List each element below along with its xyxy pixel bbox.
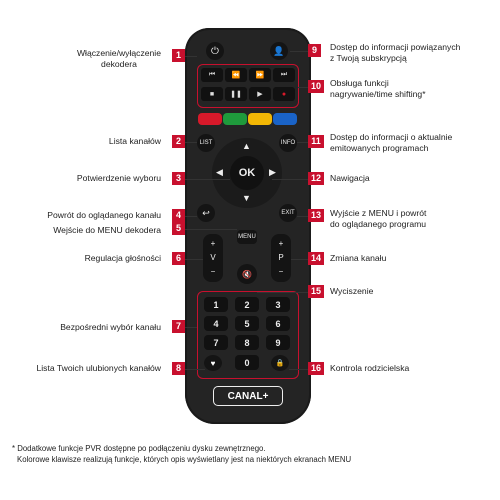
connector-7 (185, 327, 197, 328)
label-menu: Wejście do MENU dekodera (53, 225, 161, 235)
label-pvr-text: Obsługa funkcji nagrywanie/time shifting* (330, 78, 426, 99)
num-label: 3 (275, 299, 281, 310)
footnote-line-1: * Dodatkowe funkcje PVR dostępne po podłączeniu dysku zewnętrznego. (12, 444, 266, 453)
label-pvr (330, 78, 426, 100)
channel-label: P (278, 253, 284, 262)
connector-2 (185, 142, 197, 143)
badge-7: 7 (172, 320, 185, 333)
num-label: 7 (213, 337, 219, 348)
badge-8: 8 (172, 362, 185, 375)
num-8-button[interactable] (235, 335, 259, 350)
channel-down-label: − (278, 267, 284, 276)
nav-down-button[interactable]: ▼ (242, 193, 251, 203)
favorites-button[interactable]: ♥ (204, 355, 222, 371)
blue-key[interactable] (273, 113, 297, 125)
fast-forward-button[interactable]: ⏩ (249, 68, 271, 82)
label-back: Powrót do oglądanego kanału (47, 210, 161, 220)
label-exit (330, 208, 426, 230)
volume-label: V (210, 253, 216, 262)
skip-back-button[interactable]: ⏮ (201, 68, 223, 82)
num-3-button[interactable] (266, 297, 290, 312)
badge-14: 14 (308, 252, 324, 265)
label-power (77, 48, 161, 70)
connector-10 (298, 87, 308, 88)
info-button[interactable] (279, 134, 297, 152)
menu-button[interactable] (237, 230, 257, 244)
back-button[interactable]: ↩ (197, 204, 215, 222)
label-exit-text: Wyjście z MENU i powrót do oglądanego programu (330, 208, 427, 229)
label-numbers: Bezpośredni wybór kanału (60, 322, 161, 332)
parental-lock-button[interactable]: 🔒 (271, 355, 289, 371)
play-button[interactable]: ▶ (249, 87, 271, 101)
badge-6: 6 (172, 252, 185, 265)
connector-13 (297, 216, 308, 217)
connector-11 (297, 142, 308, 143)
yellow-key[interactable] (248, 113, 272, 125)
red-key[interactable] (198, 113, 222, 125)
num-label: 5 (244, 318, 250, 329)
info-label: INFO (280, 140, 296, 146)
label-info-text: Dostęp do informacji o aktualnie emitowanych programach (330, 132, 453, 153)
menu-label: MENU (238, 234, 256, 240)
num-5-button[interactable] (235, 316, 259, 331)
num-0-button[interactable] (235, 355, 259, 370)
connector-14 (291, 259, 308, 260)
nav-right-button[interactable]: ▶ (269, 167, 276, 177)
brand-logo (213, 386, 283, 406)
label-power-text: Włączenie/wyłączenie dekodera (76, 48, 161, 69)
connector-6 (185, 259, 203, 260)
brand-label: CANAL+ (227, 390, 269, 402)
record-button[interactable]: ● (273, 87, 295, 101)
ok-button[interactable] (230, 156, 264, 190)
connector-4 (185, 216, 197, 217)
nav-left-button[interactable]: ◀ (216, 167, 223, 177)
num-6-button[interactable] (266, 316, 290, 331)
badge-15: 15 (308, 285, 324, 298)
skip-forward-button[interactable]: ⏭ (273, 68, 295, 82)
num-2-button[interactable] (235, 297, 259, 312)
label-volume: Regulacja głośności (84, 253, 161, 263)
num-label: 1 (213, 299, 219, 310)
num-label: 2 (244, 299, 250, 310)
badge-5: 5 (172, 222, 185, 235)
list-label: LIST (199, 140, 213, 146)
label-info (330, 132, 452, 154)
badge-9: 9 (308, 44, 321, 57)
num-7-button[interactable] (204, 335, 228, 350)
num-1-button[interactable] (204, 297, 228, 312)
ok-label: OK (238, 167, 256, 179)
badge-2: 2 (172, 135, 185, 148)
connector-12 (272, 179, 308, 180)
volume-up-label: + (210, 239, 216, 248)
stop-button[interactable]: ■ (201, 87, 223, 101)
badge-10: 10 (308, 80, 324, 93)
volume-rocker[interactable] (203, 234, 223, 282)
connector-5 (185, 229, 237, 230)
label-favorites: Lista Twoich ulubionych kanałów (36, 363, 161, 373)
rewind-button[interactable]: ⏪ (225, 68, 247, 82)
badge-11: 11 (308, 135, 324, 148)
num-9-button[interactable] (266, 335, 290, 350)
badge-16: 16 (308, 362, 324, 375)
label-subscription (330, 42, 460, 64)
mute-button[interactable]: 🔇 (237, 264, 257, 284)
connector-1 (185, 56, 197, 57)
connector-16 (289, 369, 308, 370)
badge-13: 13 (308, 209, 324, 222)
footnote-line-2: Kolorowe klawisze realizują funkcje, których opis wyświetlany jest na niektórych ekranach MENU (17, 455, 352, 464)
exit-button[interactable] (279, 204, 297, 222)
connector-9 (290, 51, 308, 52)
connector-8 (185, 369, 205, 370)
num-label: 0 (244, 357, 250, 368)
exit-label: EXIT (281, 210, 295, 216)
power-button[interactable]: ⏻ (206, 42, 224, 60)
label-navigation: Nawigacja (330, 173, 370, 183)
label-mute: Wyciszenie (330, 286, 374, 296)
label-parental: Kontrola rodzicielska (330, 363, 410, 373)
connector-15 (257, 292, 308, 293)
num-label: 6 (275, 318, 281, 329)
list-button[interactable] (197, 134, 215, 152)
remote-control (185, 28, 311, 424)
channel-up-label: + (278, 239, 284, 248)
channel-rocker[interactable] (271, 234, 291, 282)
subscription-button[interactable]: 👤 (270, 42, 288, 60)
num-4-button[interactable] (204, 316, 228, 331)
label-channel-change: Zmiana kanału (330, 253, 387, 263)
nav-up-button[interactable]: ▲ (242, 141, 251, 151)
badge-4: 4 (172, 209, 185, 222)
label-confirm: Potwierdzenie wyboru (76, 173, 161, 183)
volume-down-label: − (210, 267, 216, 276)
pause-button[interactable]: ❚❚ (225, 87, 247, 101)
num-label: 8 (244, 337, 250, 348)
num-label: 9 (275, 337, 281, 348)
label-channel-list: Lista kanałów (108, 136, 161, 146)
badge-12: 12 (308, 172, 324, 185)
badge-1: 1 (172, 49, 185, 62)
green-key[interactable] (223, 113, 247, 125)
connector-3 (185, 179, 230, 180)
badge-3: 3 (172, 172, 185, 185)
label-subscription-text: Dostęp do informacji powiązanych z Twoją subskrypcją (330, 42, 461, 63)
num-label: 4 (213, 318, 219, 329)
